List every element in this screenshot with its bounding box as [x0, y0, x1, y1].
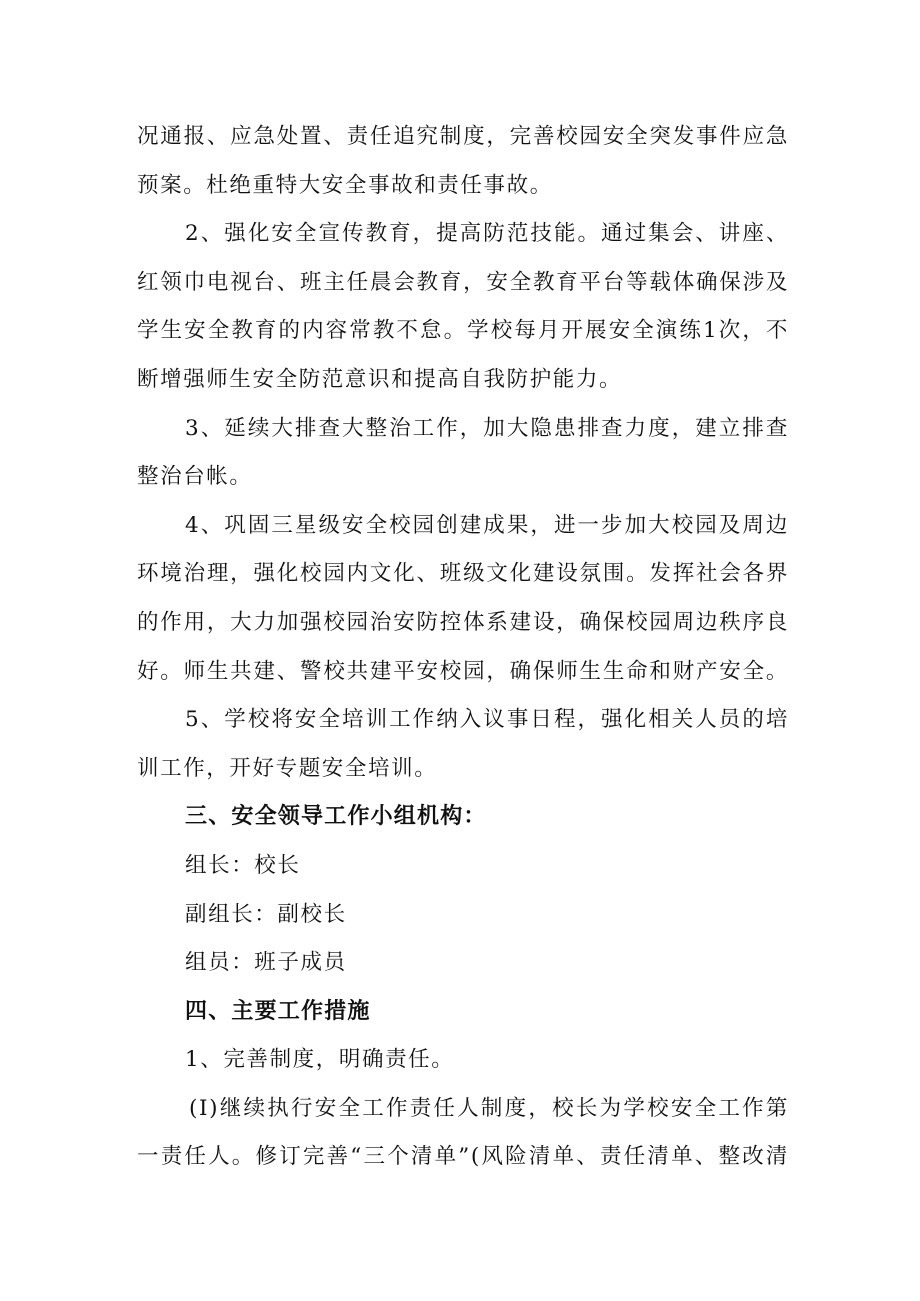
deputy-leader-line: 副组长：副校长 [185, 901, 347, 927]
paragraph-line: 1、完善制度，明确责任。 [185, 1047, 455, 1073]
paragraph-line: 断增强师生安全防范意识和提高自我防护能力。 [137, 366, 623, 392]
section-heading: 三、安全领导工作小组机构： [185, 804, 487, 830]
document-page [137, 113, 789, 1182]
paragraph-line: 2、强化安全宣传教育，提高防范技能。通过集会、讲座、 [185, 221, 789, 247]
paragraph-line: 3、延续大排查大整治工作，加大隐患排查力度，建立排查 [185, 415, 789, 441]
paragraph-line: 红领巾电视台、班主任晨会教育，安全教育平台等载体确保涉及 [137, 269, 789, 295]
paragraph-line: 学生安全教育的内容常教不怠。学校每月开展安全演练1次，不 [137, 318, 789, 344]
paragraph-line: 况通报、应急处置、责任追究制度，完善校园安全突发事件应急 [137, 124, 789, 149]
paragraph-line: 预案。杜绝重特大安全事故和责任事故。 [137, 172, 553, 198]
paragraph-line: (I)继续执行安全工作责任人制度，校长为学校安全工作第 [189, 1095, 789, 1121]
paragraph-line: 好。师生共建、警校共建平安校园，确保师生生命和财产安全。 [137, 658, 789, 684]
paragraph-line: 整治台帐。 [137, 464, 253, 490]
paragraph-line: 训工作，开好专题安全培训。 [137, 755, 438, 781]
paragraph-line: 环境治理，强化校园内文化、班级文化建设氛围。发挥社会各界 [137, 561, 789, 587]
paragraph-line: 5、学校将安全培训工作纳入议事日程，强化相关人员的培 [185, 707, 789, 733]
paragraph-line: 的作用，大力加强校园治安防控体系建设，确保校园周边秩序良 [137, 609, 789, 635]
paragraph-line: 一责任人。修订完善“三个清单”(风险清单、责任清单、整改清 [137, 1144, 789, 1170]
group-leader-line: 组长：校长 [185, 852, 301, 878]
section-heading: 四、主要工作措施 [185, 998, 371, 1024]
group-members-line: 组员：班子成员 [185, 950, 347, 976]
paragraph-line: 4、巩固三星级安全校园创建成果，进一步加大校园及周边 [185, 512, 789, 538]
